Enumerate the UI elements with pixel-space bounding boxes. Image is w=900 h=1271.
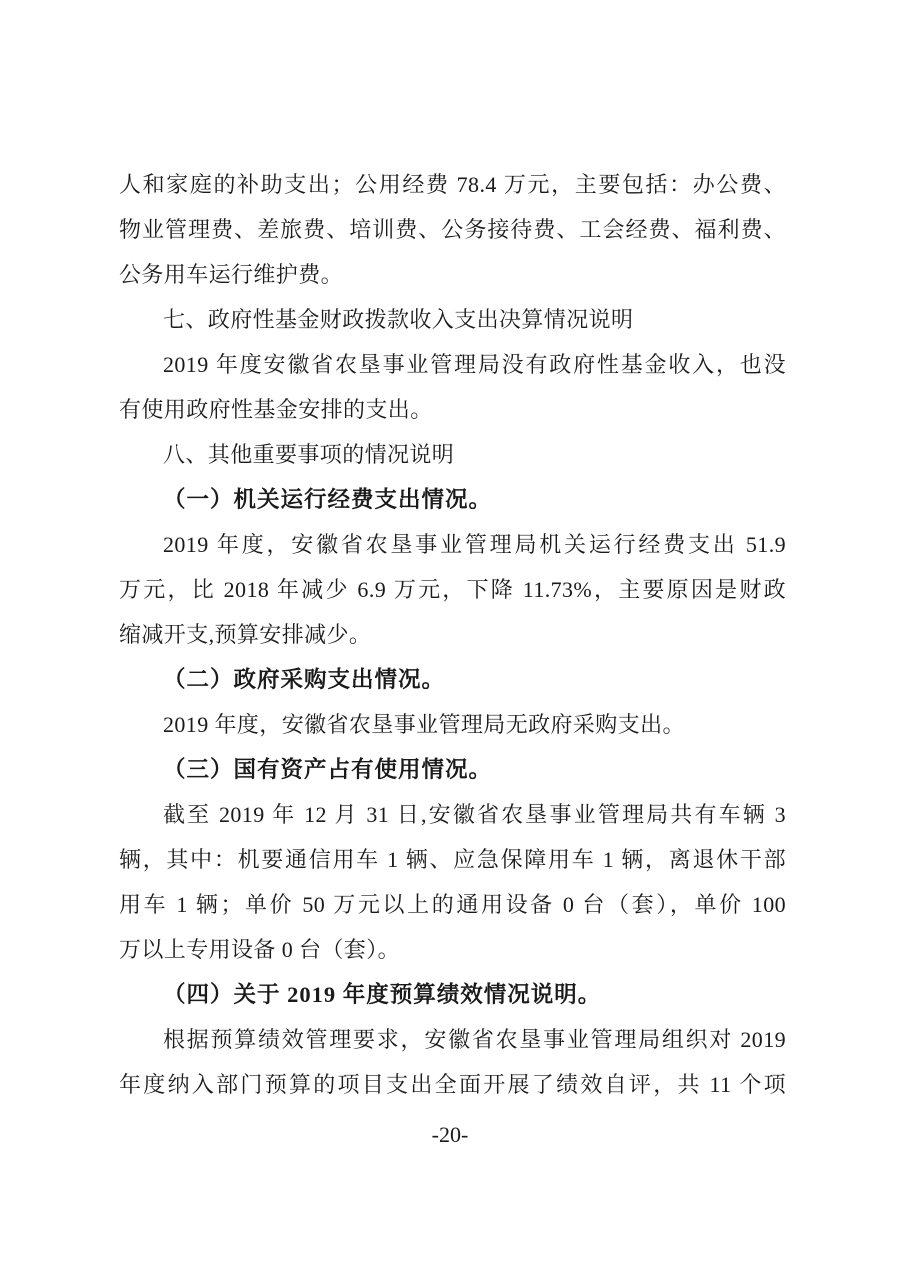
body-text-line: 根据预算绩效管理要求，安徽省农垦事业管理局组织对 2019 <box>163 1027 786 1052</box>
body-text-line: 2019 年度，安徽省农垦事业管理局机关运行经费支出 51.9 <box>163 532 786 557</box>
body-text-line: 截至 2019 年 12 月 31 日,安徽省农垦事业管理局共有车辆 3 <box>163 802 786 827</box>
body-text-line: 2019 年度安徽省农垦事业管理局没有政府性基金收入，也没 <box>163 352 786 377</box>
section-heading-8: 八、其他重要事项的情况说明 <box>163 442 455 467</box>
subsection-heading-3: （三）国有资产占有使用情况。 <box>163 757 493 782</box>
body-text-line: 万以上专用设备 0 台（套）。 <box>119 937 401 962</box>
body-text-line: 物业管理费、差旅费、培训费、公务接待费、工会经费、福利费、 <box>119 217 786 242</box>
body-text-line: 缩减开支,预算安排减少。 <box>119 622 372 647</box>
body-text-line: 年度纳入部门预算的项目支出全面开展了绩效自评，共 11 个项 <box>119 1072 786 1097</box>
page-number: -20- <box>431 1122 469 1147</box>
document-content <box>119 162 786 1107</box>
body-text-line: 公务用车运行维护费。 <box>119 262 344 287</box>
body-text-line: 有使用政府性基金安排的支出。 <box>119 397 433 422</box>
body-text-line: 用车 1 辆；单价 50 万元以上的通用设备 0 台（套），单价 100 <box>119 892 786 917</box>
body-text-line: 万元，比 2018 年减少 6.9 万元，下降 11.73%，主要原因是财政 <box>119 577 786 602</box>
body-text-line: 人和家庭的补助支出；公用经费 78.4 万元，主要包括：办公费、 <box>119 172 786 197</box>
subsection-heading-1: （一）机关运行经费支出情况。 <box>163 487 493 512</box>
subsection-heading-4: （四）关于 2019 年度预算绩效情况说明。 <box>163 982 602 1007</box>
subsection-heading-2: （二）政府采购支出情况。 <box>163 667 446 692</box>
body-text-line: 辆，其中：机要通信用车 1 辆、应急保障用车 1 辆，离退休干部 <box>119 847 786 872</box>
section-heading-7: 七、政府性基金财政拨款收入支出决算情况说明 <box>163 307 634 332</box>
body-text-line: 2019 年度，安徽省农垦事业管理局无政府采购支出。 <box>163 712 685 737</box>
